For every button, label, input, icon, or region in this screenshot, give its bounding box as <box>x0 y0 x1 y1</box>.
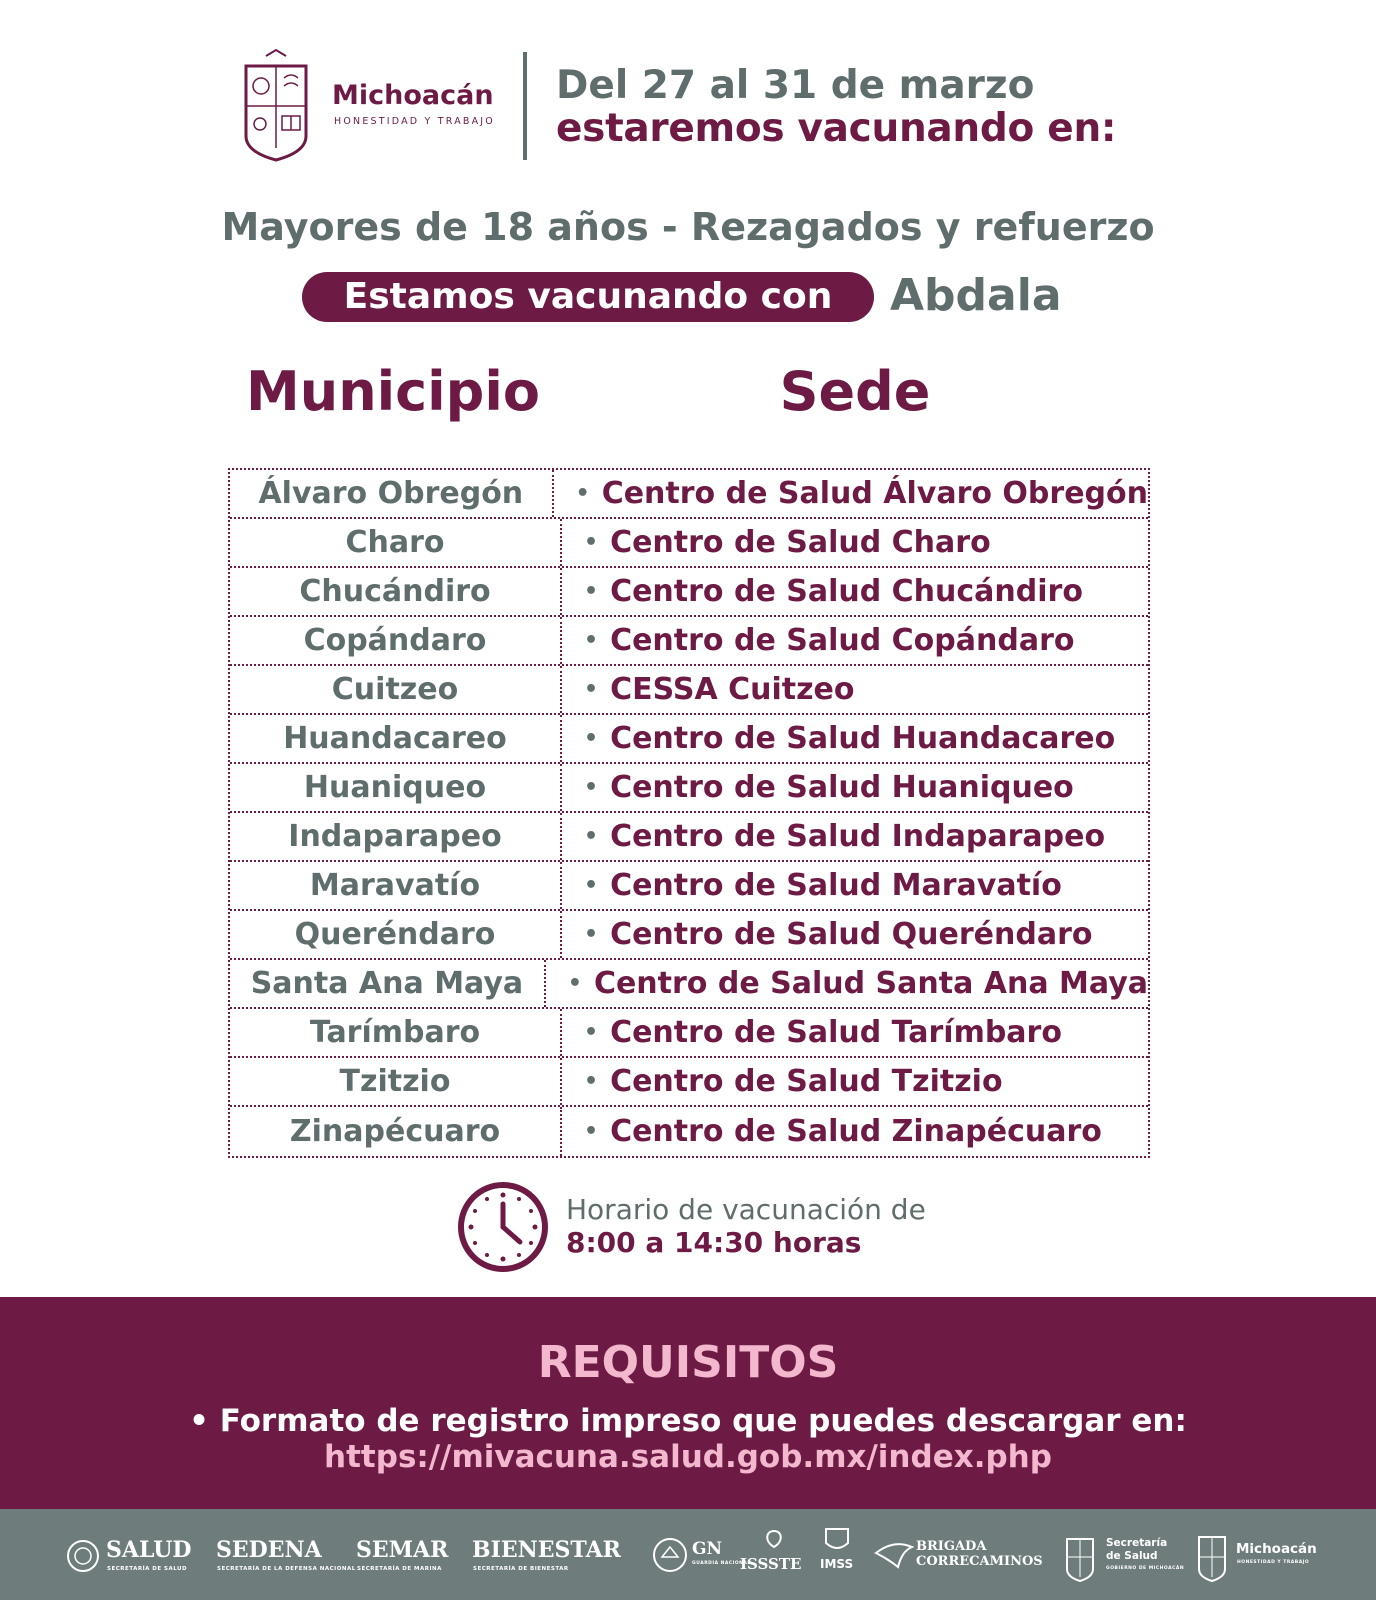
bullet-icon: • <box>584 530 599 555</box>
table-row <box>230 1009 1148 1058</box>
municipio-cell: Charo <box>230 519 562 566</box>
sede-name: Centro de Salud Santa Ana Maya <box>593 966 1148 1001</box>
sede-name: Centro de Salud Huandacareo <box>610 721 1116 756</box>
vaccination-sites-table <box>228 468 1150 1158</box>
table-row <box>230 862 1148 911</box>
sede-cell <box>562 911 1148 958</box>
table-row <box>230 470 1148 519</box>
bullet-icon: • <box>567 971 582 996</box>
table-row <box>230 813 1148 862</box>
bullet-icon: • <box>584 873 599 898</box>
audience-subtitle: Mayores de 18 años - Rezagados y refuerzo <box>221 205 1155 249</box>
table-row <box>230 715 1148 764</box>
municipio-cell: Santa Ana Maya <box>230 960 546 1007</box>
gn-logo: GN <box>692 1539 723 1559</box>
table-row <box>230 764 1148 813</box>
sede-cell <box>562 568 1148 615</box>
mexico-seal-icon <box>66 1539 100 1573</box>
semar-logo: SEMAR <box>356 1537 449 1563</box>
guardia-nacional-icon <box>652 1537 688 1573</box>
vaccine-name: Abdala <box>890 270 1062 321</box>
michoacan-shield-small-icon <box>1196 1529 1228 1583</box>
bullet-icon: • <box>584 1119 599 1144</box>
registration-link[interactable]: https://mivacuna.salud.gob.mx/index.php <box>324 1439 1052 1475</box>
sede-name: Centro de Salud Queréndaro <box>610 917 1093 952</box>
sede-name: CESSA Cuitzeo <box>610 672 855 707</box>
sede-cell <box>562 715 1148 762</box>
headline: estaremos vacunando en: <box>556 106 1117 151</box>
schedule-hours: 8:00 a 14:30 horas <box>566 1226 862 1259</box>
requirement-item: • Formato de registro impreso que puedes descargar en: <box>189 1403 1187 1439</box>
requirements-band <box>0 1297 1376 1509</box>
secretaria-shield-icon <box>1064 1531 1096 1583</box>
sede-cell <box>546 960 1148 1007</box>
bullet-icon: • <box>584 1069 599 1094</box>
bullet-icon: • <box>584 579 599 604</box>
sede-name: Centro de Salud Zinapécuaro <box>610 1114 1102 1149</box>
sede-name: Centro de Salud Indaparapeo <box>610 819 1106 854</box>
header-divider <box>523 52 527 160</box>
date-range: Del 27 al 31 de marzo <box>556 63 1035 108</box>
bullet-icon: • <box>584 726 599 751</box>
bullet-icon: • <box>584 775 599 800</box>
salud-logo: SALUD <box>106 1537 192 1563</box>
municipio-cell: Queréndaro <box>230 911 562 958</box>
sedena-logo: SEDENA <box>216 1537 322 1563</box>
sede-cell <box>562 519 1148 566</box>
imss-logo: IMSS <box>820 1557 854 1571</box>
brigada-line2: CORRECAMINOS <box>916 1554 1043 1569</box>
table-row <box>230 666 1148 715</box>
table-row <box>230 1107 1148 1156</box>
sede-cell <box>562 764 1148 811</box>
logo-tagline: HONESTIDAD Y TRABAJO <box>334 116 495 127</box>
vaccine-pill: Estamos vacunando con <box>302 272 874 322</box>
schedule-label: Horario de vacunación de <box>566 1193 926 1226</box>
table-row <box>230 519 1148 568</box>
sede-cell <box>562 1107 1148 1156</box>
municipio-cell: Indaparapeo <box>230 813 562 860</box>
municipio-cell: Huaniqueo <box>230 764 562 811</box>
sede-cell <box>562 617 1148 664</box>
municipio-cell: Copándaro <box>230 617 562 664</box>
bullet-icon: • <box>584 1020 599 1045</box>
bienestar-logo: BIENESTAR <box>472 1537 621 1563</box>
sede-name: Centro de Salud Tarímbaro <box>610 1015 1062 1050</box>
secretaria-line1: Secretaría <box>1106 1537 1168 1549</box>
michoacan-footer-logo: Michoacán <box>1236 1541 1317 1557</box>
sede-name: Centro de Salud Maravatío <box>610 868 1062 903</box>
sede-cell <box>562 1009 1148 1056</box>
sede-cell <box>554 470 1148 517</box>
sede-cell <box>562 1058 1148 1105</box>
sede-cell <box>562 862 1148 909</box>
michoacan-shield-icon <box>240 48 312 163</box>
secretaria-line2: de Salud <box>1106 1550 1158 1562</box>
requirements-title: REQUISITOS <box>537 1337 839 1388</box>
michoacan-footer-sub: HONESTIDAD Y TRABAJO <box>1237 1560 1310 1565</box>
imss-icon <box>822 1527 852 1553</box>
bullet-icon: • <box>584 824 599 849</box>
michoacan-logo <box>240 48 500 163</box>
issste-logo: ISSSTE <box>740 1555 802 1573</box>
bienestar-sub: SECRETARÍA DE BIENESTAR <box>473 1566 569 1572</box>
clock-icon <box>456 1180 550 1274</box>
table-row <box>230 617 1148 666</box>
salud-sub: SECRETARÍA DE SALUD <box>107 1566 188 1572</box>
column-header-municipio: Municipio <box>246 360 540 423</box>
roadrunner-icon <box>874 1537 914 1571</box>
sede-name: Centro de Salud Tzitzio <box>610 1064 1003 1099</box>
footer-logos <box>0 1509 1376 1600</box>
sede-name: Centro de Salud Álvaro Obregón <box>601 476 1148 511</box>
column-header-sede: Sede <box>779 360 931 423</box>
sede-cell <box>562 666 1148 713</box>
sede-cell <box>562 813 1148 860</box>
municipio-cell: Zinapécuaro <box>230 1107 562 1156</box>
bullet-icon: • <box>584 677 599 702</box>
table-row <box>230 960 1148 1009</box>
municipio-cell: Cuitzeo <box>230 666 562 713</box>
semar-sub: SECRETARÍA DE MARINA <box>357 1566 442 1572</box>
bullet-icon: • <box>584 628 599 653</box>
municipio-cell: Tzitzio <box>230 1058 562 1105</box>
municipio-cell: Maravatío <box>230 862 562 909</box>
municipio-cell: Huandacareo <box>230 715 562 762</box>
secretaria-sub: GOBIERNO DE MICHOACÁN <box>1106 1566 1185 1571</box>
bullet-icon: • <box>584 922 599 947</box>
sede-name: Centro de Salud Copándaro <box>610 623 1075 658</box>
sede-name: Centro de Salud Huaniqueo <box>610 770 1074 805</box>
table-row <box>230 911 1148 960</box>
table-row <box>230 568 1148 617</box>
sedena-sub: SECRETARÍA DE LA DEFENSA NACIONAL <box>217 1566 356 1572</box>
brigada-line1: BRIGADA <box>916 1539 987 1554</box>
sede-name: Centro de Salud Chucándiro <box>610 574 1083 609</box>
bullet-icon: • <box>575 481 590 506</box>
table-row <box>230 1058 1148 1107</box>
municipio-cell: Chucándiro <box>230 568 562 615</box>
municipio-cell: Tarímbaro <box>230 1009 562 1056</box>
logo-name: Michoacán <box>332 80 494 111</box>
gn-sub: GUARDIA NACIONAL <box>692 1561 751 1566</box>
issste-icon <box>760 1527 788 1551</box>
municipio-cell: Álvaro Obregón <box>230 470 554 517</box>
sede-name: Centro de Salud Charo <box>610 525 991 560</box>
